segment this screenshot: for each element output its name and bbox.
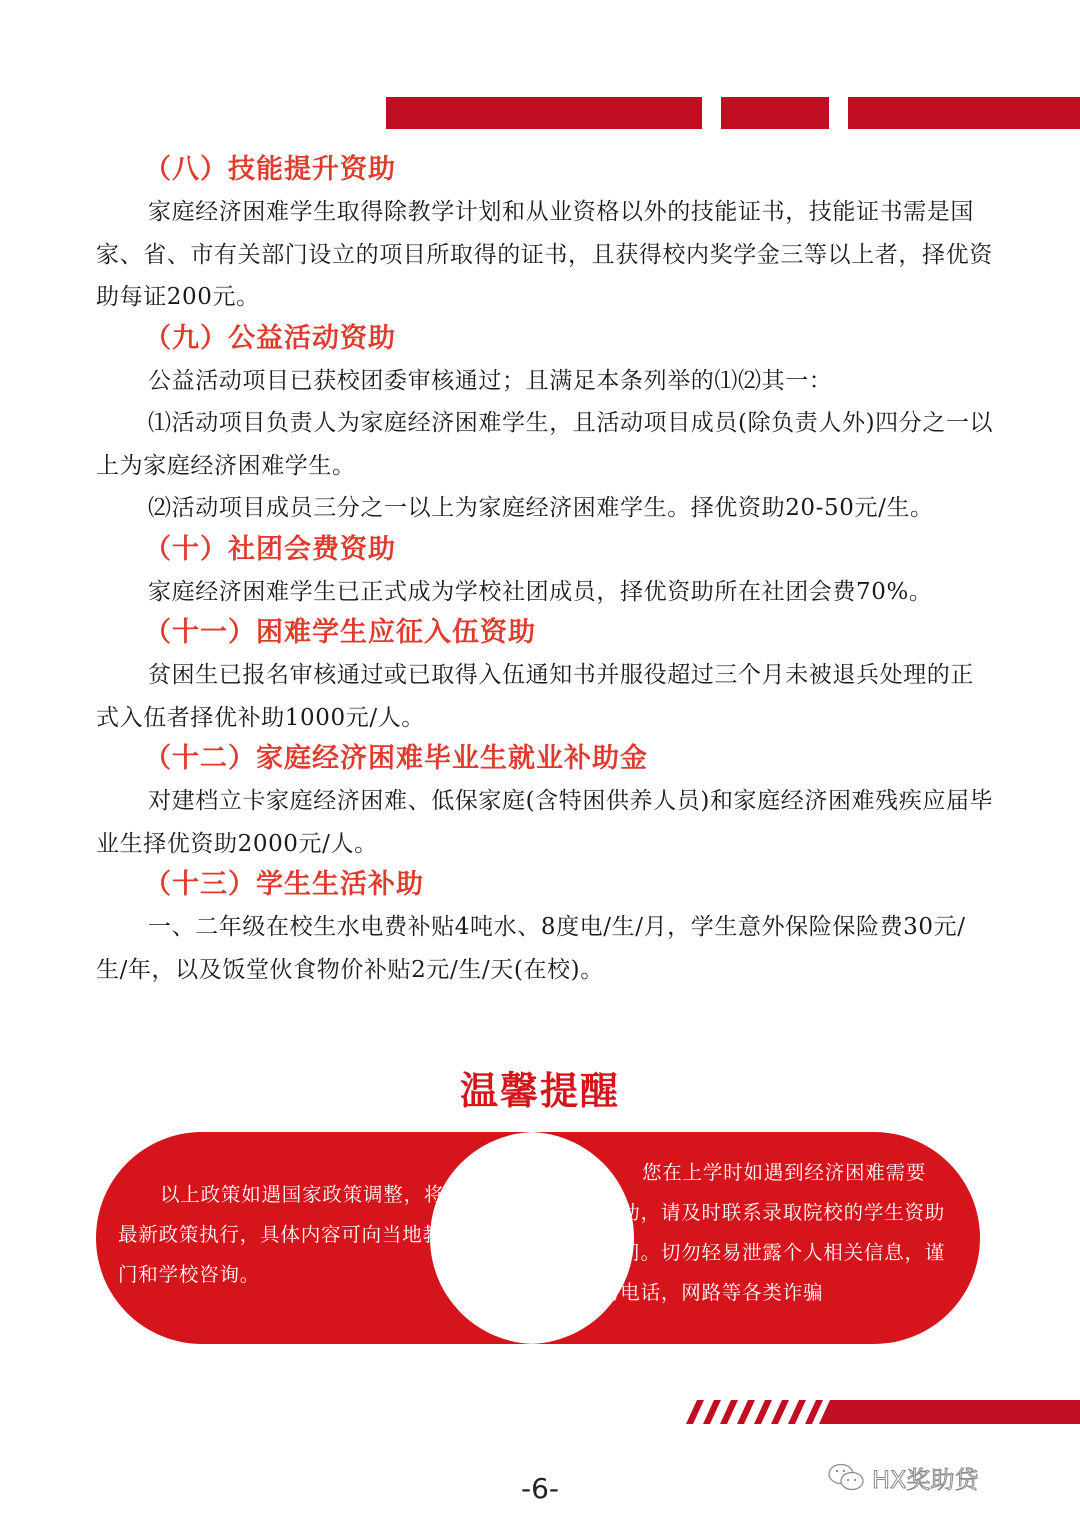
- section-club-fee: [96, 530, 996, 614]
- watermark-text: HX奖助贷: [872, 1466, 979, 1494]
- section-heading: （八）技能提升资助: [144, 154, 396, 185]
- section-heading: （十二）家庭经济困难毕业生就业补助金: [144, 743, 648, 774]
- section-paragraph: 对建档立卡家庭经济困难、低保家庭(含特困供养人员)和家庭经济困难残疾应届毕业生择优资助2000元/人。: [96, 788, 994, 857]
- top-decor-bar-3: [848, 97, 1080, 129]
- page-number: -6-: [520, 1472, 560, 1505]
- watermark: [828, 1460, 979, 1495]
- section-paragraph: 贫困生已报名审核通过或已取得入伍通知书并服役超过三个月未被退兵处理的正式入伍者择优补助1000元/人。: [96, 662, 974, 731]
- reminder-left-text: 以上政策如遇国家政策调整，将按最新政策执行，具体内容可向当地教育部门和学校咨询。: [118, 1183, 484, 1286]
- policy-content: [96, 150, 996, 991]
- section-skill-upgrade: [96, 150, 996, 319]
- section-paragraph: 家庭经济困难学生已正式成为学校社团成员，择优资助所在社团会费70%。: [148, 578, 933, 605]
- section-heading: （十三）学生生活补助: [144, 869, 424, 900]
- section-paragraph: ⑵活动项目成员三分之一以上为家庭经济困难学生。择优资助20-50元/生。: [148, 495, 934, 521]
- wechat-icon: [828, 1463, 866, 1493]
- section-paragraph: ⑴活动项目负责人为家庭经济困难学生，且活动项目成员(除负责人外)四分之一以上为家庭经济困难学生。: [96, 410, 994, 479]
- top-decor-bar-2: [721, 97, 829, 129]
- section-heading: （十）社团会费资助: [144, 533, 396, 565]
- section-heading: （九）公益活动资助: [144, 322, 396, 354]
- bottom-decor-stripes: [680, 1400, 1080, 1424]
- section-enlistment: [96, 613, 996, 739]
- section-paragraph: 家庭经济困难学生取得除教学计划和从业资格以外的技能证书，技能证书需是国家、省、市有关部门设立的项目所取得的证书，且获得校内奖学金三等以上者，择优资助每证200元。: [96, 199, 993, 310]
- reminder-title: 温馨提醒: [459, 1069, 620, 1113]
- section-heading: （十一）困难学生应征入伍资助: [144, 617, 536, 648]
- section-employment-subsidy: [96, 739, 996, 865]
- section-public-welfare: [96, 319, 996, 530]
- top-decor-bar-1: [386, 97, 702, 129]
- section-paragraph: 一、二年级在校生水电费补贴4吨水、8度电/生/月，学生意外保险保险费30元/生/年，以及饭堂伙食物价补贴2元/生/天(在校)。: [96, 914, 966, 983]
- reminder-right-text: 您在上学时如遇到经济困难需要帮助，请及时联系录取院校的学生资助部门。切勿轻易泄露个人相关信息，谨防电话，网路等各类诈骗: [600, 1161, 946, 1304]
- section-paragraph: 公益活动项目已获校团委审核通过；且满足本条列举的⑴⑵其一：: [148, 367, 833, 394]
- section-living-subsidy: [96, 865, 996, 991]
